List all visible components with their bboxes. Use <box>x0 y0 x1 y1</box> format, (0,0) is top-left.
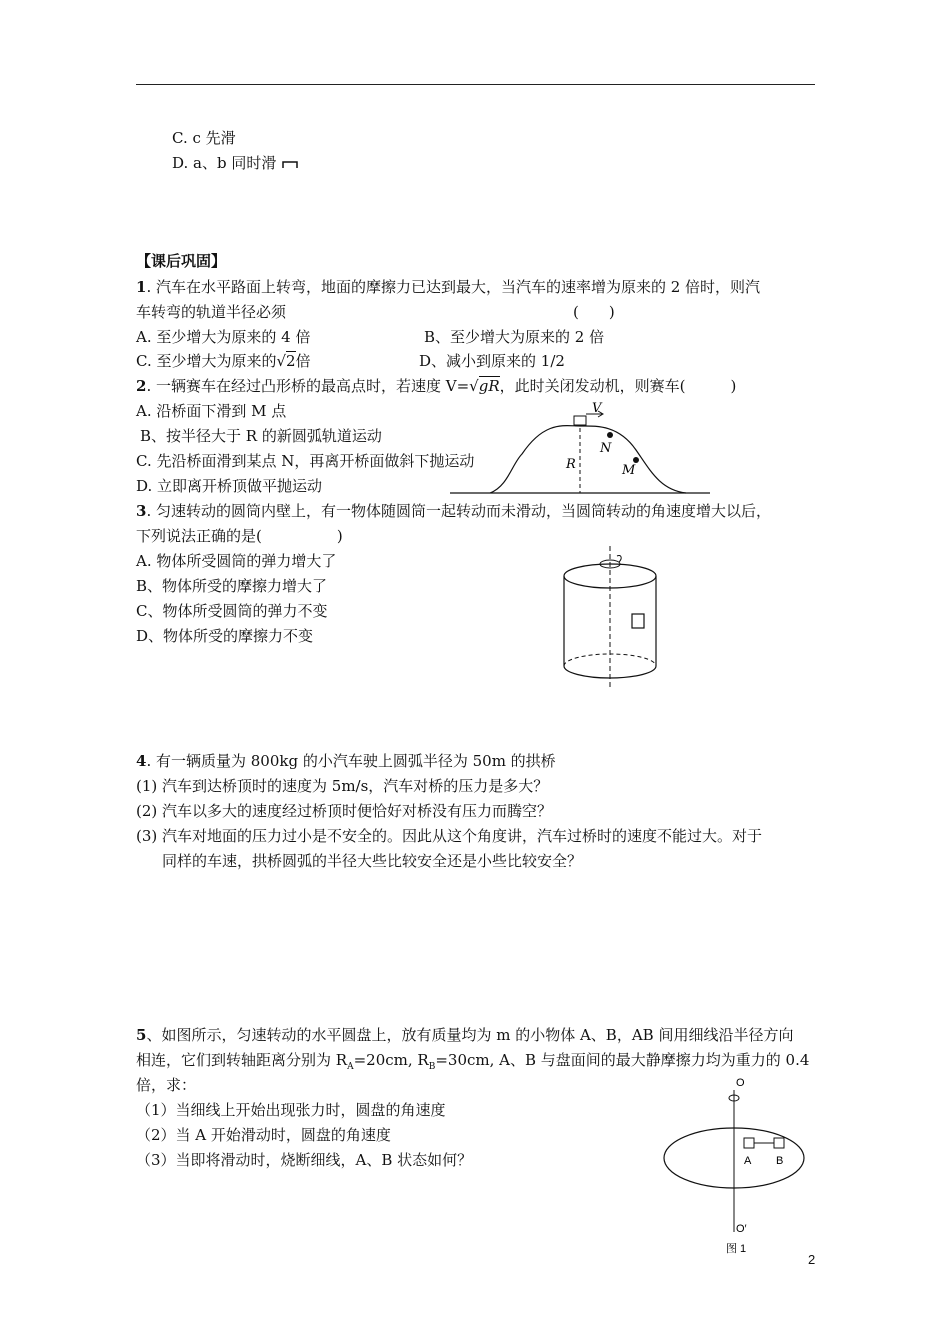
q4-part-1: (1) 汽车到达桥顶时的速度为 5m/s，汽车对桥的压力是多大？ <box>136 777 549 795</box>
q1-option-a: A. 至少增大为原来的 4 倍 <box>136 328 311 346</box>
car-icon <box>574 416 586 425</box>
q4-stem: 4. 有一辆质量为 800kg 的小汽车驶上圆弧半径为 50m 的拱桥 <box>136 752 556 770</box>
q1-line2: 车转弯的轨道半径必须 <box>136 303 287 321</box>
q5-line2: 相连，它们到转轴距离分别为 $R_A=20cm$, $R_B=30cm$, A、B 与盘面间的最大静摩擦力均为重力的 0.4 <box>136 1051 810 1072</box>
convex-bridge-figure <box>450 398 712 498</box>
q5-line1: 5、如图所示，匀速转动的水平圆盘上，放有质量均为 m 的小物体 A、B，AB 间用细线沿半径方向 <box>136 1026 794 1044</box>
q1-number: 1 <box>136 278 147 296</box>
q3-option-d: D、物体所受的摩擦力不变 <box>136 627 314 645</box>
q3-option-a: A. 物体所受圆筒的弹力增大了 <box>136 552 337 570</box>
q1-option-d: D、减小到原来的 1/2 <box>419 352 565 370</box>
q2-option-b: B、按半径大于 R 的新圆弧轨道运动 <box>140 427 382 445</box>
q3-number: 3 <box>136 502 147 520</box>
q5-part-3: （3）当即将滑动时，烧断细线，A、B 状态如何？ <box>136 1151 473 1169</box>
q1-option-c: C. 至少增大为原来的√2倍 <box>136 352 311 370</box>
sqrt-symbol: √gR <box>469 377 500 395</box>
sqrt-symbol: √2 <box>276 352 296 370</box>
prev-option-d: D. a、b 同时滑 <box>172 153 299 173</box>
prev-option-c: C. c 先滑 <box>172 129 236 147</box>
section-title: 【课后巩固】 <box>136 252 227 270</box>
q2-option-d: D. 立即离开桥顶做平抛运动 <box>136 477 323 495</box>
point-n-dot <box>607 432 613 438</box>
q3-option-c: C、物体所受圆筒的弹力不变 <box>136 602 328 620</box>
axis-bottom-label: O′ <box>736 1223 747 1235</box>
q1-option-b: B、至少增大为原来的 2 倍 <box>424 328 605 346</box>
block-b-label: B <box>776 1155 784 1167</box>
q4-part-2: (2) 汽车以多大的速度经过桥顶时便恰好对桥没有压力而腾空？ <box>136 802 553 820</box>
bridge-arc <box>490 426 686 493</box>
rotating-cylinder-figure <box>555 544 665 692</box>
q2-option-a: A. 沿桥面下滑到 M 点 <box>136 402 287 420</box>
q5-number: 5 <box>136 1026 147 1044</box>
q5-part-2: （2）当 A 开始滑动时，圆盘的角速度 <box>136 1126 391 1144</box>
radius-label: R <box>566 457 576 472</box>
q4-number: 4 <box>136 752 147 770</box>
block-a-label: A <box>744 1155 752 1167</box>
page-number: 2 <box>808 1252 816 1267</box>
q2-stem: 2. 一辆赛车在经过凸形桥的最高点时，若速度 V=√gR，此时关闭发动机，则赛车( ) <box>136 377 737 395</box>
q2-option-c: C. 先沿桥面滑到某点 N，再离开桥面做斜下抛运动 <box>136 452 475 470</box>
header-rule <box>136 84 815 85</box>
point-m-label: M <box>622 463 636 478</box>
block-icon <box>632 614 644 628</box>
q1-bracket: ( ) <box>573 303 615 321</box>
figure-caption: 图 1 <box>726 1243 747 1255</box>
q3-option-b: B、物体所受的摩擦力增大了 <box>136 577 328 595</box>
block-a-icon <box>744 1138 754 1148</box>
velocity-label: V <box>592 401 602 416</box>
q3-line1: 3. 匀速转动的圆筒内壁上，有一物体随圆筒一起转动而未滑动，当圆筒转动的角速度增大以后， <box>136 502 771 520</box>
axis-top-label: O <box>736 1077 745 1089</box>
rotating-disc-figure <box>660 1072 820 1258</box>
q3-line2: 下列说法正确的是( ) <box>136 527 343 545</box>
q4-part-3-line2: 同样的车速，拱桥圆弧的半径大些比较安全还是小些比较安全？ <box>162 852 583 870</box>
point-n-label: N <box>600 441 612 456</box>
q4-part-3-line1: (3) 汽车对地面的压力过小是不安全的。因此从这个角度讲，汽车过桥时的速度不能过大。对于 <box>136 827 763 845</box>
q5-part-1: （1）当细线上开始出现张力时，圆盘的角速度 <box>136 1101 446 1119</box>
block-b-icon <box>774 1138 784 1148</box>
q1-line1: 1. 汽车在水平路面上转弯，地面的摩擦力已达到最大，当汽车的速率增为原来的 2 倍时，则汽 <box>136 278 761 296</box>
q2-number: 2 <box>136 377 147 395</box>
q5-line3: 倍，求： <box>136 1076 197 1094</box>
blank-mark-icon <box>281 158 299 170</box>
